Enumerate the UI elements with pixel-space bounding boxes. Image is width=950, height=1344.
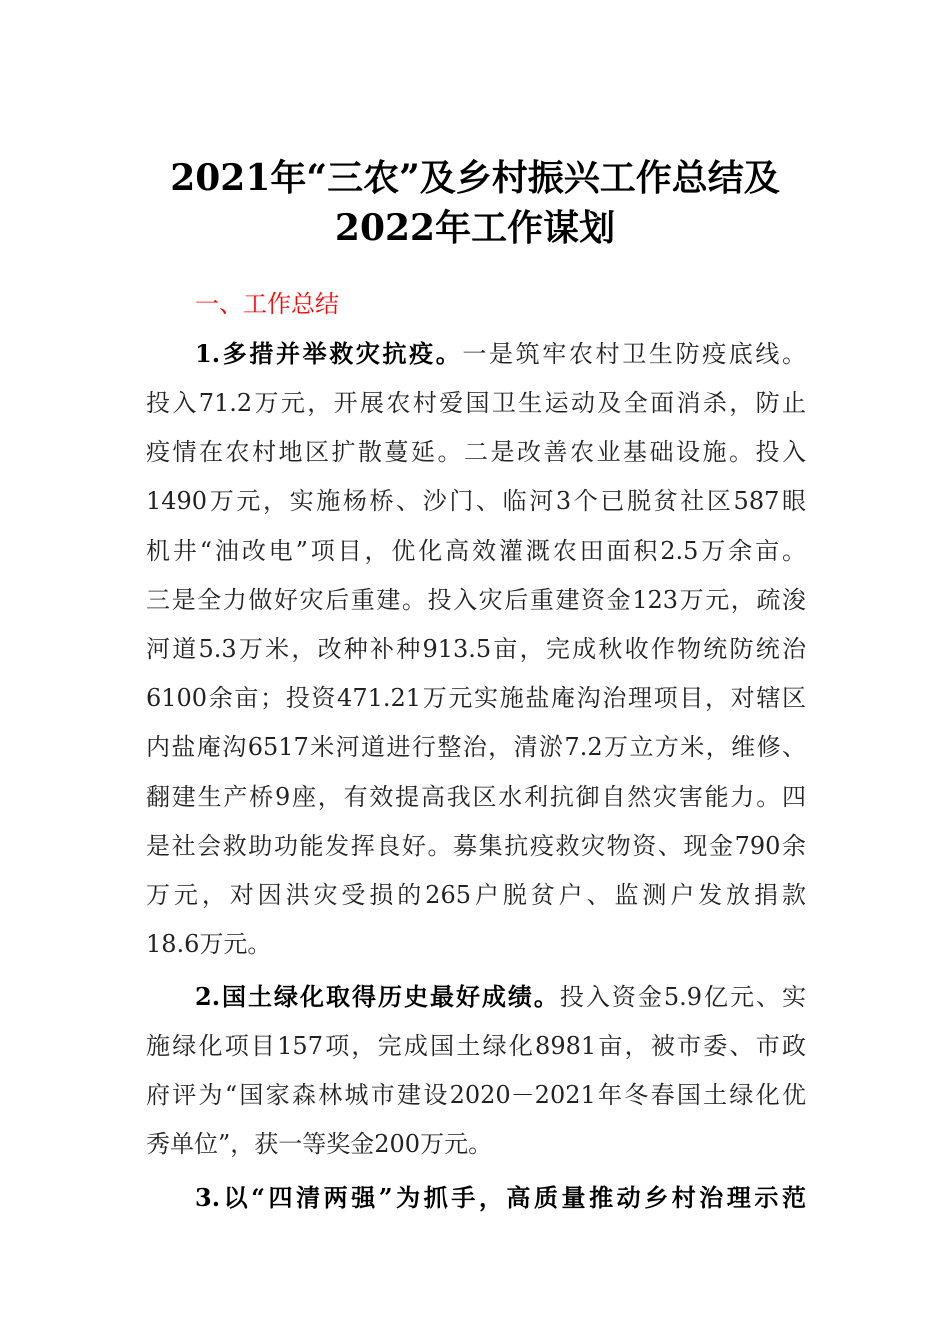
paragraph-line: 6100余亩；投资471.21万元实施盐庵沟治理项目，对辖区 (146, 684, 806, 712)
paragraph-line: 三是全力做好灾后重建。投入灾后重建资金123万元，疏浚 (146, 586, 806, 614)
paragraph-line: 投入71.2万元，开展农村爱国卫生运动及全面消杀，防止 (146, 389, 806, 417)
paragraph-line: 机井“油改电”项目，优化高效灌溉农田面积2.5万余亩。 (146, 537, 806, 565)
section-heading: 一、工作总结 (195, 290, 339, 318)
paragraph-2-line-1 (195, 979, 806, 1015)
paragraph-line: 内盐庵沟6517米河道进行整治，清淤7.2万立方米，维修、 (146, 733, 806, 761)
paragraph-2-line-1-text: 投入资金5.9亿元、实 (559, 983, 806, 1011)
document-title-line-2: 2022年工作谋划 (334, 207, 616, 249)
paragraph-line: 1490万元，实施杨桥、沙门、临河3个已脱贫社区587眼 (146, 487, 806, 515)
paragraph-line: 疫情在农村地区扩散蔓延。二是改善农业基础设施。投入 (146, 438, 806, 466)
paragraph-line: 是社会救助功能发挥良好。募集抗疫救灾物资、现金790余 (146, 832, 806, 860)
paragraph-line: 河道5.3万米，改种补种913.5亩，完成秋收作物统防统治 (146, 635, 806, 663)
paragraph-line: 18.6万元。 (146, 930, 272, 958)
paragraph-3-lead: 3.以“四清两强”为抓手，高质量推动乡村治理示范 (195, 1183, 806, 1212)
paragraph-1-lead: 1.多措并举救灾抗疫。 (195, 339, 463, 368)
paragraph-line: 秀单位”，获一等奖金200万元。 (146, 1130, 493, 1158)
paragraph-1-line-1 (195, 336, 806, 372)
paragraph-line: 府评为“国家森林城市建设2020－2021年冬春国土绿化优 (146, 1081, 806, 1109)
paragraph-2-lead: 2.国土绿化取得历史最好成绩。 (195, 982, 560, 1011)
document-title-line-1: 2021年“三农”及乡村振兴工作总结及 (170, 157, 780, 199)
paragraph-line: 施绿化项目157项，完成国土绿化8981亩，被市委、市政 (146, 1032, 806, 1060)
paragraph-line: 翻建生产桥9座，有效提高我区水利抗御自然灾害能力。四 (146, 783, 806, 811)
paragraph-1-line-1-text: 一是筑牢农村卫生防疫底线。 (462, 340, 806, 368)
paragraph-line: 万元，对因洪灾受损的265户脱贫户、监测户发放捐款 (146, 881, 806, 909)
